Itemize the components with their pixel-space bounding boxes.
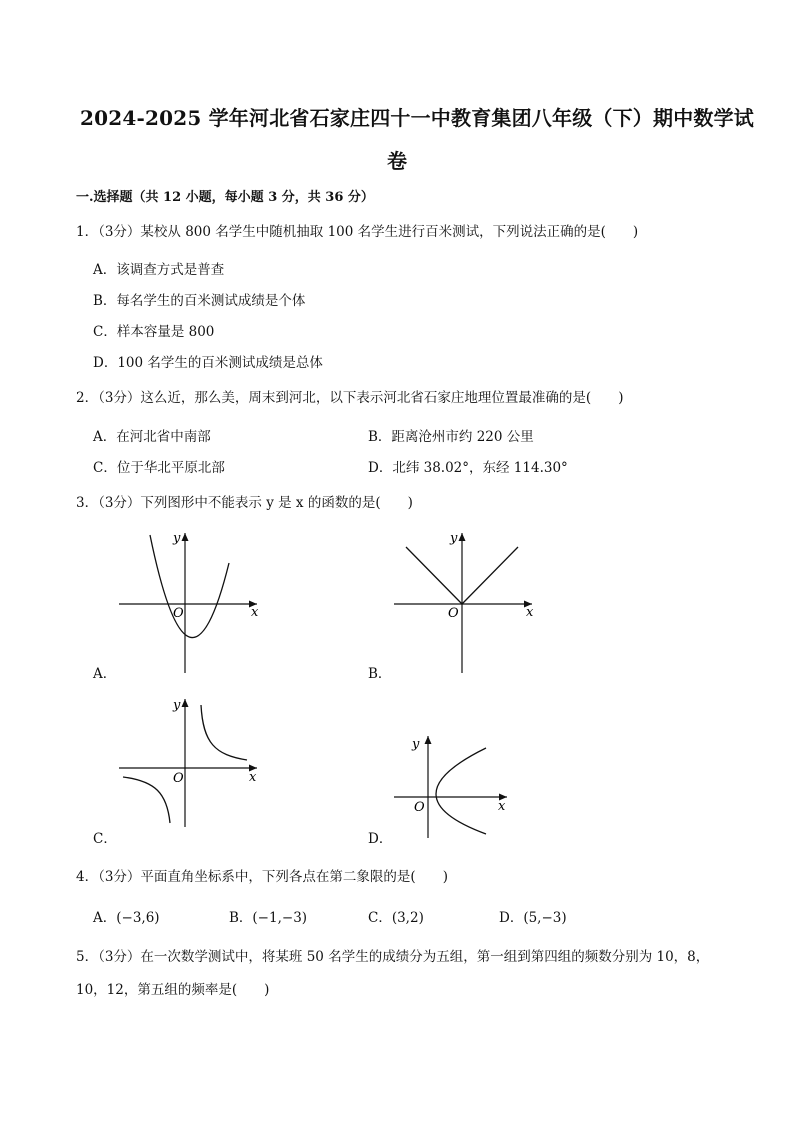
question-4-stem: 4．（3分）平面直角坐标系中，下列各点在第二象限的是( ) [76, 869, 448, 885]
question-4-option-d: D．(5,−3) [499, 910, 567, 926]
question-1-option-a: A．该调查方式是普查 [93, 262, 225, 278]
graph-c-label: C． [93, 831, 117, 847]
graph-d-origin-label: O [414, 800, 425, 815]
question-1-stem: 1．（3分）某校从 800 名学生中随机抽取 100 名学生进行百米测试，下列说法正确的是( ) [76, 224, 639, 240]
graph-a-y-label: y [173, 531, 181, 546]
graph-d [390, 730, 515, 844]
question-2-option-b: B．距离沧州市约 220 公里 [368, 429, 534, 445]
question-2-option-d: D．北纬 38.02°，东经 114.30° [368, 460, 568, 476]
graph-a [115, 525, 265, 679]
graph-a-origin-label: O [173, 606, 184, 621]
graph-a-x-label: x [251, 605, 259, 620]
graph-d-y-label: y [412, 737, 420, 752]
question-2-option-a: A．在河北省中南部 [93, 429, 211, 445]
graph-b-x-label: x [526, 605, 534, 620]
graph-b-y-label: y [450, 531, 458, 546]
graph-d-label: D． [368, 831, 393, 847]
graph-c-y-label: y [173, 698, 181, 713]
question-2-option-c: C．位于华北平原北部 [93, 460, 225, 476]
question-4-option-c: C．(3,2) [368, 910, 424, 926]
question-1-option-d: D．100 名学生的百米测试成绩是总体 [93, 355, 323, 371]
graph-b-label: B． [368, 666, 392, 682]
graph-c-origin-label: O [173, 771, 184, 786]
graph-b-origin-label: O [448, 606, 459, 621]
graph-b [390, 525, 540, 679]
question-4-option-b: B．(−1,−3) [229, 910, 308, 926]
question-2-stem: 2．（3分）这么近，那么美，周末到河北，以下表示河北省石家庄地理位置最准确的是( ) [76, 390, 624, 406]
question-5-stem-line1: 5．（3分）在一次数学测试中，将某班 50 名学生的成绩分为五组，第一组到第四组的频数分别为 10，8， [76, 949, 710, 965]
graph-d-x-label: x [498, 799, 506, 814]
page-title-continued: 卷 [387, 149, 408, 173]
question-4-option-a: A．(−3,6) [93, 910, 160, 926]
section-heading: 一.选择题（共 12 小题，每小题 3 分，共 36 分） [76, 190, 374, 205]
question-5-stem-line2: 10，12，第五组的频率是( ) [76, 982, 270, 998]
graph-c [115, 693, 265, 832]
question-1-option-c: C．样本容量是 800 [93, 324, 215, 340]
page-title: 2024-2025 学年河北省石家庄四十一中教育集团八年级（下）期中数学试 [80, 106, 754, 130]
question-3-stem: 3．（3分）下列图形中不能表示 y 是 x 的函数的是( ) [76, 495, 413, 511]
graph-c-x-label: x [249, 770, 257, 785]
question-1-option-b: B．每名学生的百米测试成绩是个体 [93, 293, 306, 309]
graph-a-label: A． [93, 666, 117, 682]
